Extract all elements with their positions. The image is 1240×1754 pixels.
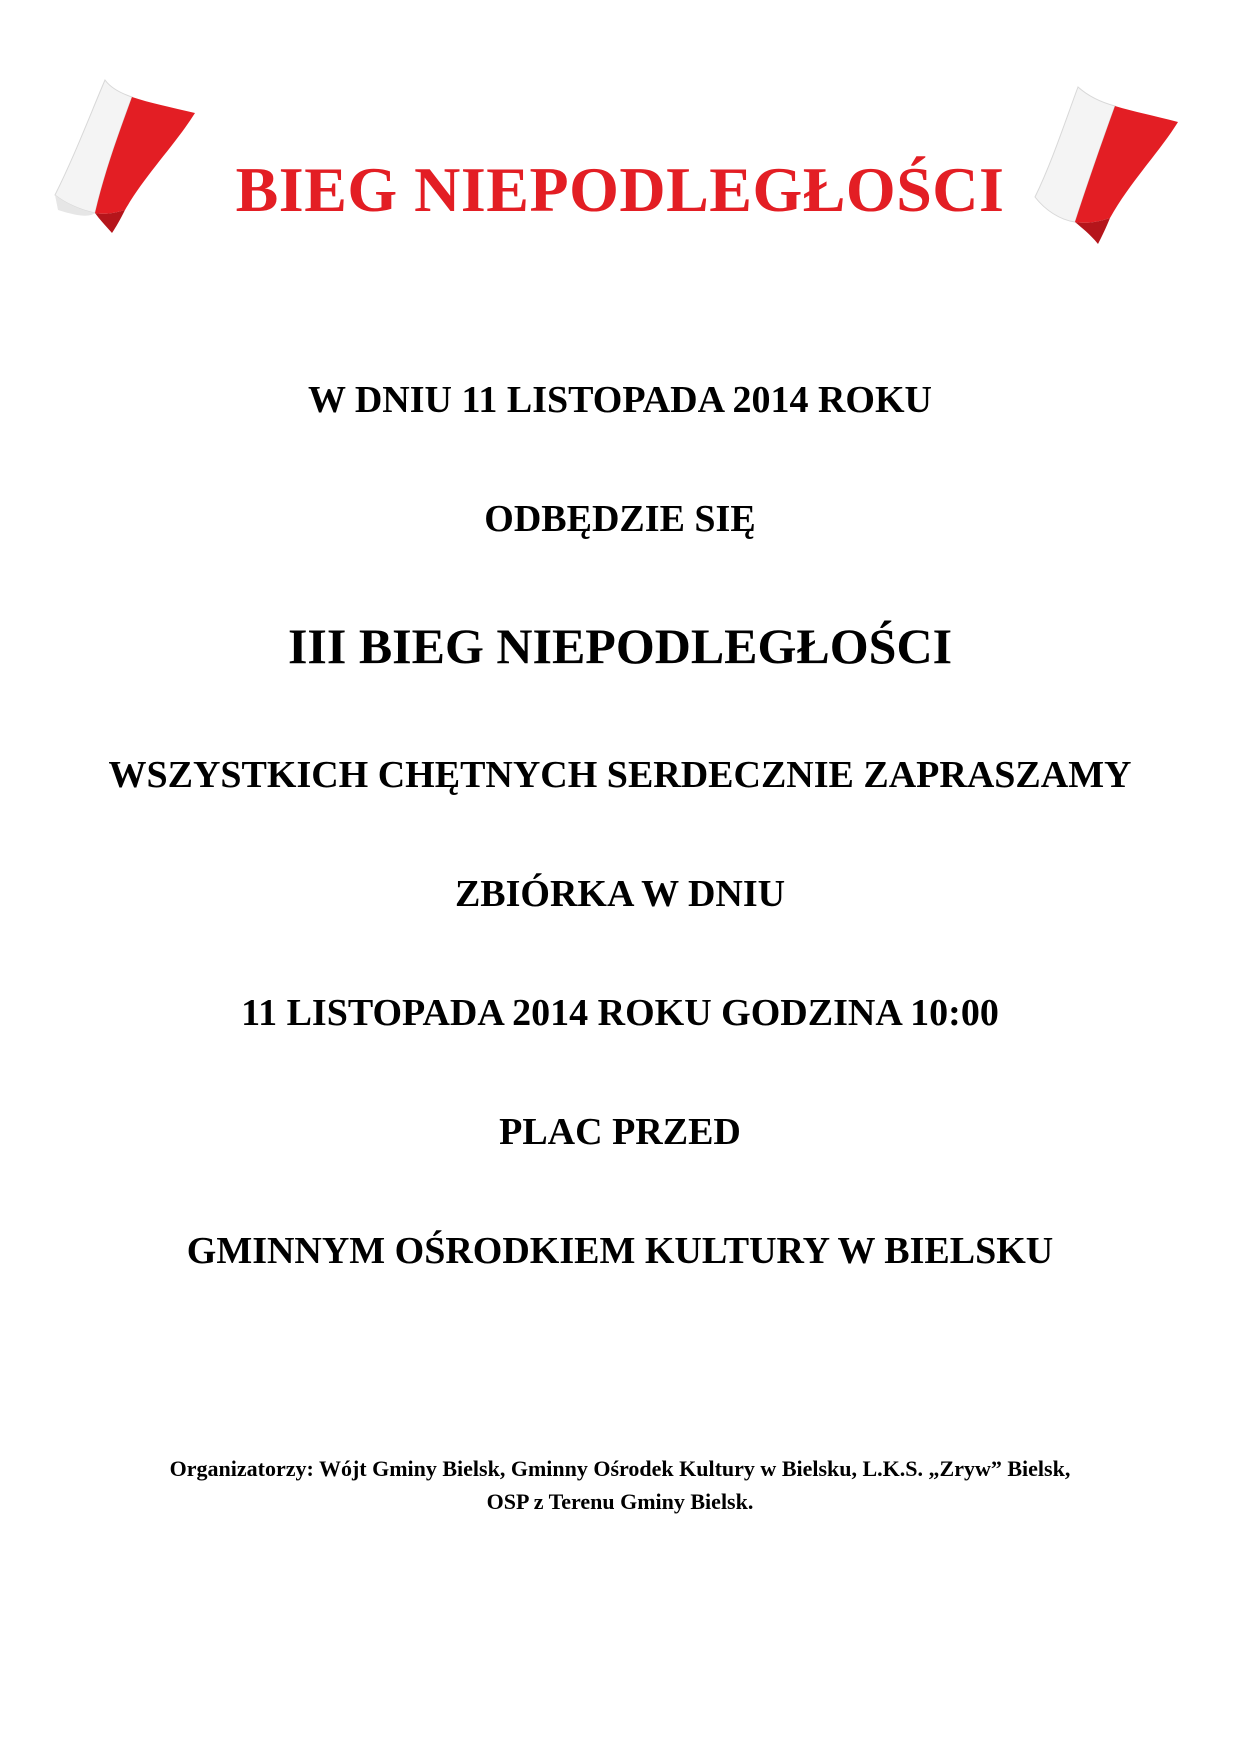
event-name: III BIEG NIEPODLEGŁOŚCI (287, 618, 953, 674)
gathering-date-time: 11 LISTOPADA 2014 ROKU GODZINA 10:00 (241, 992, 999, 1034)
event-date-line: W DNIU 11 LISTOPADA 2014 ROKU (308, 379, 932, 421)
gathering-place-line1: PLAC PRZED (499, 1111, 741, 1153)
event-will-take-place: ODBĘDZIE SIĘ (484, 498, 756, 540)
gathering-heading: ZBIÓRKA W DNIU (454, 873, 786, 915)
polish-flag-icon-right (1030, 82, 1180, 252)
organizers-line-1: Organizatorzy: Wójt Gminy Bielsk, Gminny Ośrodek Kultury w Bielsku, L.K.S. „Zryw” Bielsk, (169, 1456, 1071, 1481)
poster-title: BIEG NIEPODLEGŁOŚCI (235, 154, 1005, 225)
organizers-line-2: OSP z Terenu Gminy Bielsk. (486, 1489, 754, 1514)
organizers-block (80, 1452, 1160, 1518)
invitation-line: WSZYSTKICH CHĘTNYCH SERDECZNIE ZAPRASZAMY (108, 754, 1132, 796)
gathering-place-line2: GMINNYM OŚRODKIEM KULTURY W BIELSKU (186, 1230, 1054, 1272)
